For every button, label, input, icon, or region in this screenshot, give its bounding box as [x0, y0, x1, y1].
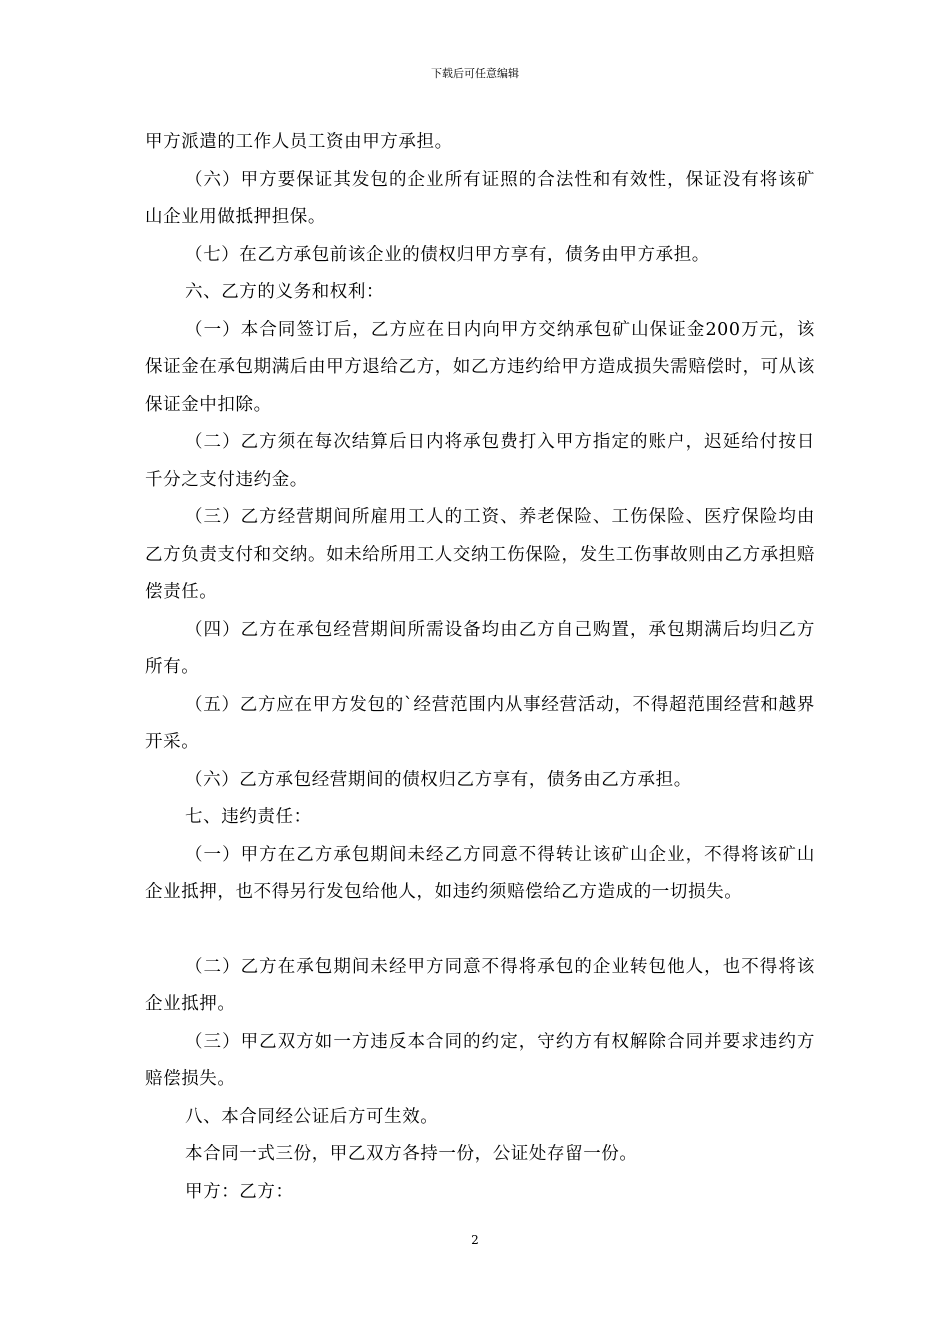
paragraph-9: （五）乙方应在甲方发包的`经营范围内从事经营活动，不得超范围经营和越界开采。 [145, 694, 815, 752]
paragraph-12: （一）甲方在乙方承包期间未经乙方同意不得转让该矿山企业，不得将该矿山企业抵押，也不得另行发包给他人，如违约须赔偿给乙方造成的一切损失。 [145, 844, 815, 902]
section-heading-8: 八、本合同经公证后方可生效。 [185, 1106, 439, 1127]
section-heading-6: 六、乙方的义务和权利： [185, 282, 385, 302]
section-heading-7: 七、违约责任： [185, 807, 312, 827]
paragraph-1: 甲方派遣的工作人员工资由甲方承担。 [145, 132, 453, 152]
paragraph-10: （六）乙方承包经营期间的债权归乙方享有，债务由乙方承担。 [185, 769, 692, 790]
paragraph-13: （二）乙方在承包期间未经甲方同意不得将承包的企业转包他人，也不得将该企业抵押。 [145, 956, 815, 1014]
paragraph-7: （三）乙方经营期间所雇用工人的工资、养老保险、工伤保险、医疗保险均由乙方负责支付和交纳。如未给所用工人交纳工伤保险，发生工伤事故则由乙方承担赔偿责任。 [145, 507, 815, 602]
page-header: 下载后可任意编辑 [431, 67, 519, 80]
page-number: 2 [471, 1233, 479, 1247]
paragraph-8: （四）乙方在承包经营期间所需设备均由乙方自己购置，承包期满后均归乙方所有。 [145, 619, 815, 677]
signature-line: 甲方：乙方： [185, 1181, 294, 1202]
paragraph-spacer [145, 912, 815, 949]
paragraph-16: 本合同一式三份，甲乙双方各持一份，公证处存留一份。 [185, 1144, 638, 1164]
paragraph-5: （一）本合同签订后，乙方应在日内向甲方交纳承包矿山保证金200万元，该保证金在承包期满后由甲方退给乙方，如乙方违约给甲方造成损失需赔偿时，可从该保证金中扣除。 [145, 319, 815, 415]
paragraph-14: （三）甲乙双方如一方违反本合同的约定，守约方有权解除合同并要求违约方赔偿损失。 [145, 1031, 815, 1089]
paragraph-6: （二）乙方须在每次结算后日内将承包费打入甲方指定的账户，迟延给付按日千分之支付违约金。 [145, 432, 815, 490]
paragraph-3: （七）在乙方承包前该企业的债权归甲方享有，债务由甲方承担。 [185, 244, 710, 265]
paragraph-2: （六）甲方要保证其发包的企业所有证照的合法性和有效性，保证没有将该矿山企业用做抵押担保。 [145, 169, 815, 227]
document-body [145, 124, 815, 1211]
